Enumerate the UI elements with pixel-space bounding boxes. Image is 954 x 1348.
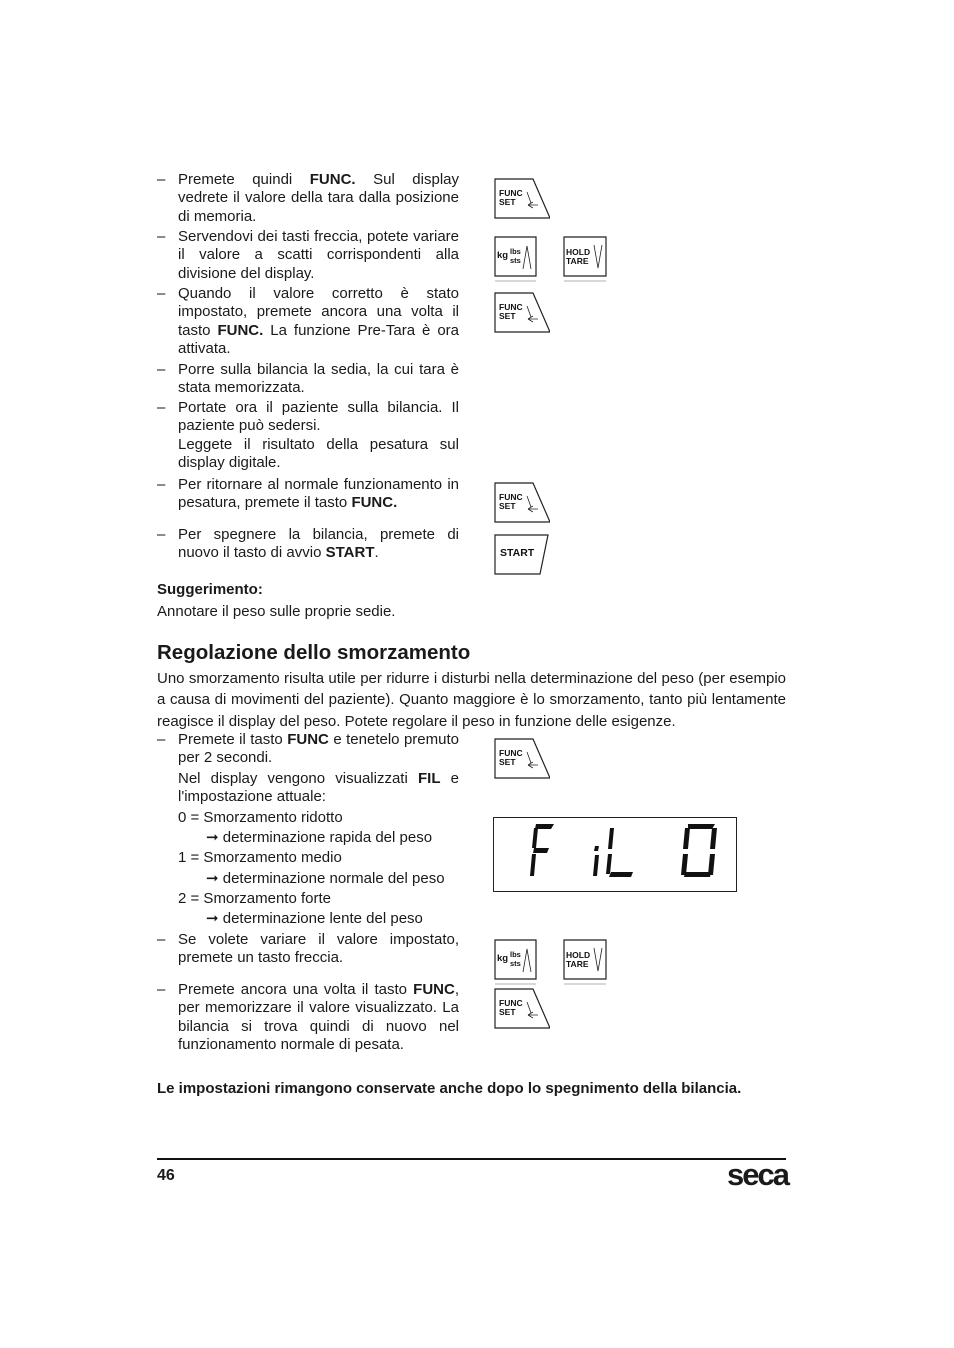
- tip-title: Suggerimento:: [157, 581, 263, 598]
- list-item: – Per ritornare al normale funzionamento in pesatura, premete il tasto FUNC.: [157, 476, 459, 512]
- start-key-icon: START: [494, 534, 550, 576]
- kg-lbs-key-icon: kg lbs sts: [494, 939, 538, 985]
- seca-logo: seca: [727, 1157, 788, 1192]
- option-label: 0 = Smorzamento ridotto: [178, 809, 343, 826]
- section-title: Regolazione dello smorzamento: [157, 641, 471, 664]
- option-label: 1 = Smorzamento medio: [178, 849, 342, 866]
- page-number: 46: [157, 1167, 175, 1184]
- final-note: Le impostazioni rimangono conservate anche dopo lo spegnimento della bilancia.: [157, 1080, 742, 1097]
- intro-paragraph: Uno smorzamento risulta utile per ridurre i disturbi nella determinazione del peso (per esempio a causa di movimenti del paziente). Quanto maggiore è lo smorzamento, tanto più lentamente reagisce il display del peso. Potete regolare il peso in funzione delle esigenze.: [157, 670, 786, 730]
- option-desc: ➞ determinazione rapida del peso: [206, 829, 433, 846]
- list-item: – Premete il tasto FUNC e tenetelo premuto per 2 secondi.: [157, 731, 459, 767]
- display-note: Nel display vengono visualizzati FIL e l'impostazione attuale:: [178, 770, 460, 806]
- list-item: – Se volete variare il valore impostato, premete un tasto freccia.: [157, 931, 459, 967]
- func-set-key-icon: FUNC SET: [494, 292, 550, 332]
- list-item: – Porre sulla bilancia la sedia, la cui tara è stata memorizzata.: [157, 361, 459, 397]
- list-item: – Servendovi dei tasti freccia, potete variare il valore a scatti corrispondenti alla divisione del display.: [157, 228, 459, 282]
- kg-lbs-key-icon: kg lbs sts: [494, 236, 538, 282]
- list-item: – Portate ora il paziente sulla bilancia. Il paziente può sedersi. Leggete il risultato della pesatura sul display digitale.: [157, 399, 459, 472]
- list-item: – Premete quindi FUNC. Sul display vedrete il valore della tara dalla posizione di memoria.: [157, 171, 459, 225]
- lcd-segments-icon: [494, 818, 736, 891]
- option-desc: ➞ determinazione normale del peso: [206, 870, 445, 887]
- lcd-display: [493, 817, 737, 892]
- func-set-key-icon: FUNC SET: [494, 482, 550, 522]
- tip-text: Annotare il peso sulle proprie sedie.: [157, 603, 396, 620]
- option-label: 2 = Smorzamento forte: [178, 890, 331, 907]
- func-set-key-icon: FUNC SET: [494, 988, 550, 1028]
- list-item: – Per spegnere la bilancia, premete di nuovo il tasto di avvio START.: [157, 526, 459, 562]
- hold-tare-key-icon: HOLD TARE: [563, 236, 609, 282]
- hold-tare-key-icon: HOLD TARE: [563, 939, 609, 985]
- list-item: – Premete ancora una volta il tasto FUNC, per memorizzare il valore visualizzato. La bilancia si trova quindi di nuovo nel funzionamento normale di pesata.: [157, 981, 459, 1054]
- func-set-key-icon: FUNC SET: [494, 738, 550, 778]
- list-item: – Quando il valore corretto è stato impostato, premete ancora una volta il tasto FUNC. La funzione Pre-Tara è ora attivata.: [157, 285, 460, 358]
- option-desc: ➞ determinazione lente del peso: [206, 910, 423, 927]
- func-set-key-icon: FUNC SET: [494, 178, 550, 218]
- footer-rule: [157, 1158, 786, 1160]
